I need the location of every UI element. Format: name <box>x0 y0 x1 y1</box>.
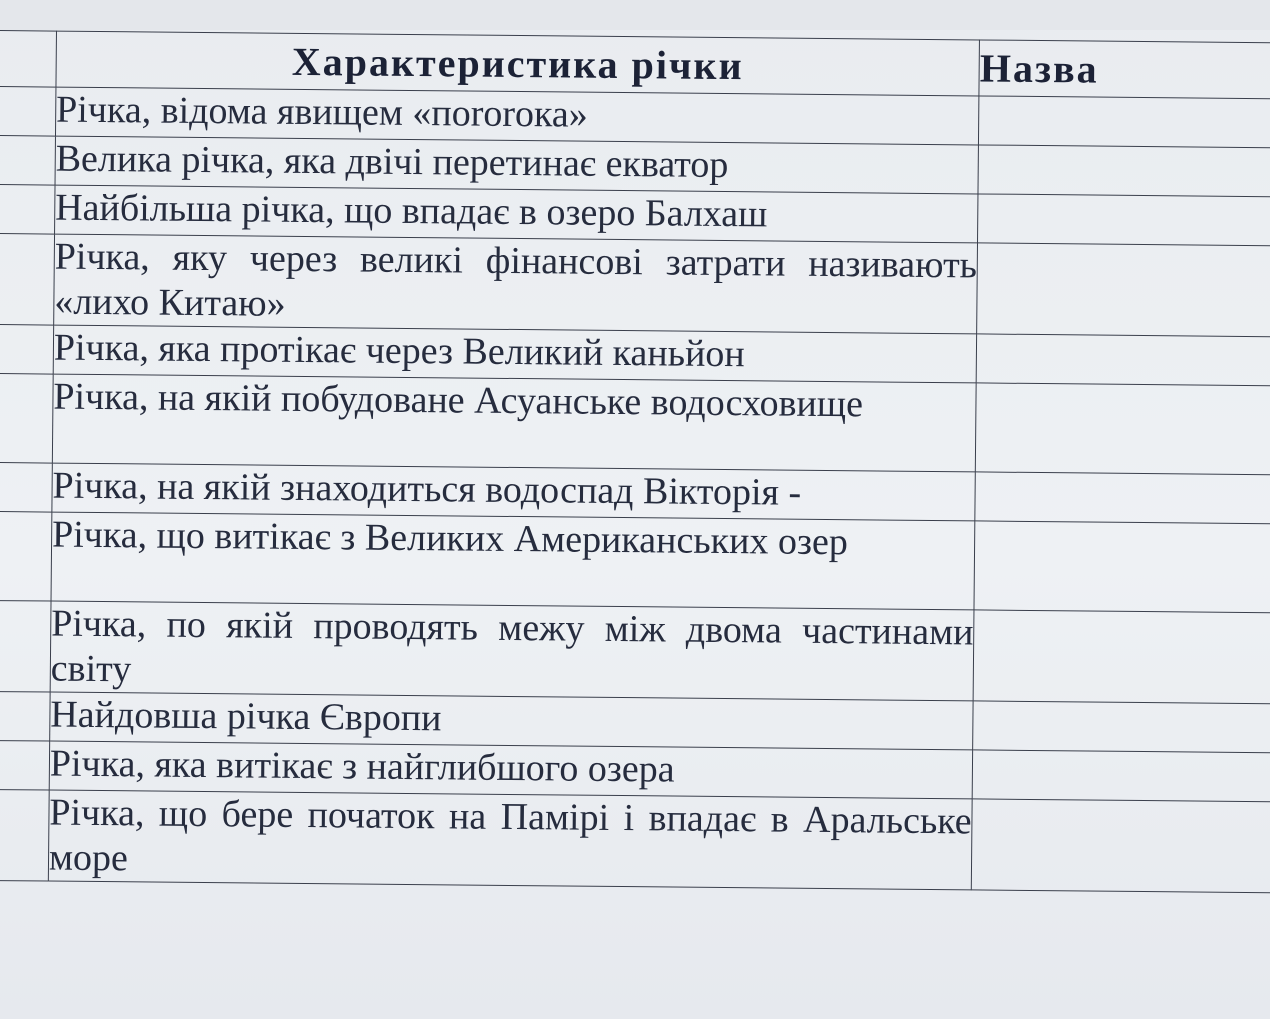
margin-header-cell <box>0 31 56 88</box>
river-name-cell[interactable] <box>978 194 1270 246</box>
river-name-cell[interactable] <box>975 472 1270 524</box>
river-description: Велика річка, яка двічі перетинає екватор <box>55 136 979 194</box>
river-name-cell[interactable] <box>971 799 1270 893</box>
river-description: Річка, що бере початок на Памірі і впадає в Аральське море <box>48 790 972 890</box>
river-name-cell[interactable] <box>976 334 1270 386</box>
river-name-cell[interactable] <box>972 750 1270 802</box>
margin-cell <box>0 600 51 692</box>
river-name-cell[interactable] <box>976 383 1270 475</box>
river-name-cell[interactable] <box>979 96 1270 148</box>
margin-cell <box>0 789 49 881</box>
header-description: Характеристика річки <box>56 31 980 96</box>
river-description: Річка, яку через великі фінансові затрати називають «лихо Китаю» <box>54 234 978 334</box>
river-name-cell[interactable] <box>973 610 1270 704</box>
margin-cell <box>0 373 53 463</box>
margin-cell <box>0 184 55 234</box>
river-description: Річка, яка витікає з найглибшого озера <box>49 741 973 799</box>
margin-cell <box>0 233 54 325</box>
river-description: Річка, на якій знаходиться водоспад Вікторія - <box>52 463 976 521</box>
top-margin <box>0 0 1270 30</box>
margin-cell <box>0 87 56 137</box>
river-description: Річка, яка протікає через Великий каньйон <box>53 325 977 383</box>
table-row <box>0 233 1270 336</box>
margin-cell <box>0 691 50 741</box>
river-description: Найдовша річка Європи <box>50 692 974 750</box>
river-name-cell[interactable] <box>977 243 1270 337</box>
margin-cell <box>0 740 50 790</box>
river-description: Найбільша річка, що впадає в озеро Балхаш <box>54 185 978 243</box>
river-description: Річка, по якій проводять межу між двома частинами світу <box>50 601 974 701</box>
river-name-cell[interactable] <box>978 145 1270 197</box>
table-row <box>0 600 1270 703</box>
river-name-cell[interactable] <box>973 701 1270 753</box>
table-row <box>0 373 1270 474</box>
table-row <box>0 789 1270 892</box>
river-description: Річка, відома явищем «пororoка» <box>55 87 979 145</box>
river-description: Річка, що витікає з Великих Американських озер <box>51 512 975 610</box>
rivers-table <box>0 30 1270 893</box>
margin-cell <box>0 462 52 512</box>
margin-cell <box>0 324 54 374</box>
river-description: Річка, на якій побудоване Асуанське водосховище <box>52 374 976 472</box>
margin-cell <box>0 135 55 185</box>
margin-cell <box>0 511 52 601</box>
table-row <box>0 511 1270 612</box>
river-name-cell[interactable] <box>974 521 1270 613</box>
header-name: Назва <box>979 40 1270 99</box>
